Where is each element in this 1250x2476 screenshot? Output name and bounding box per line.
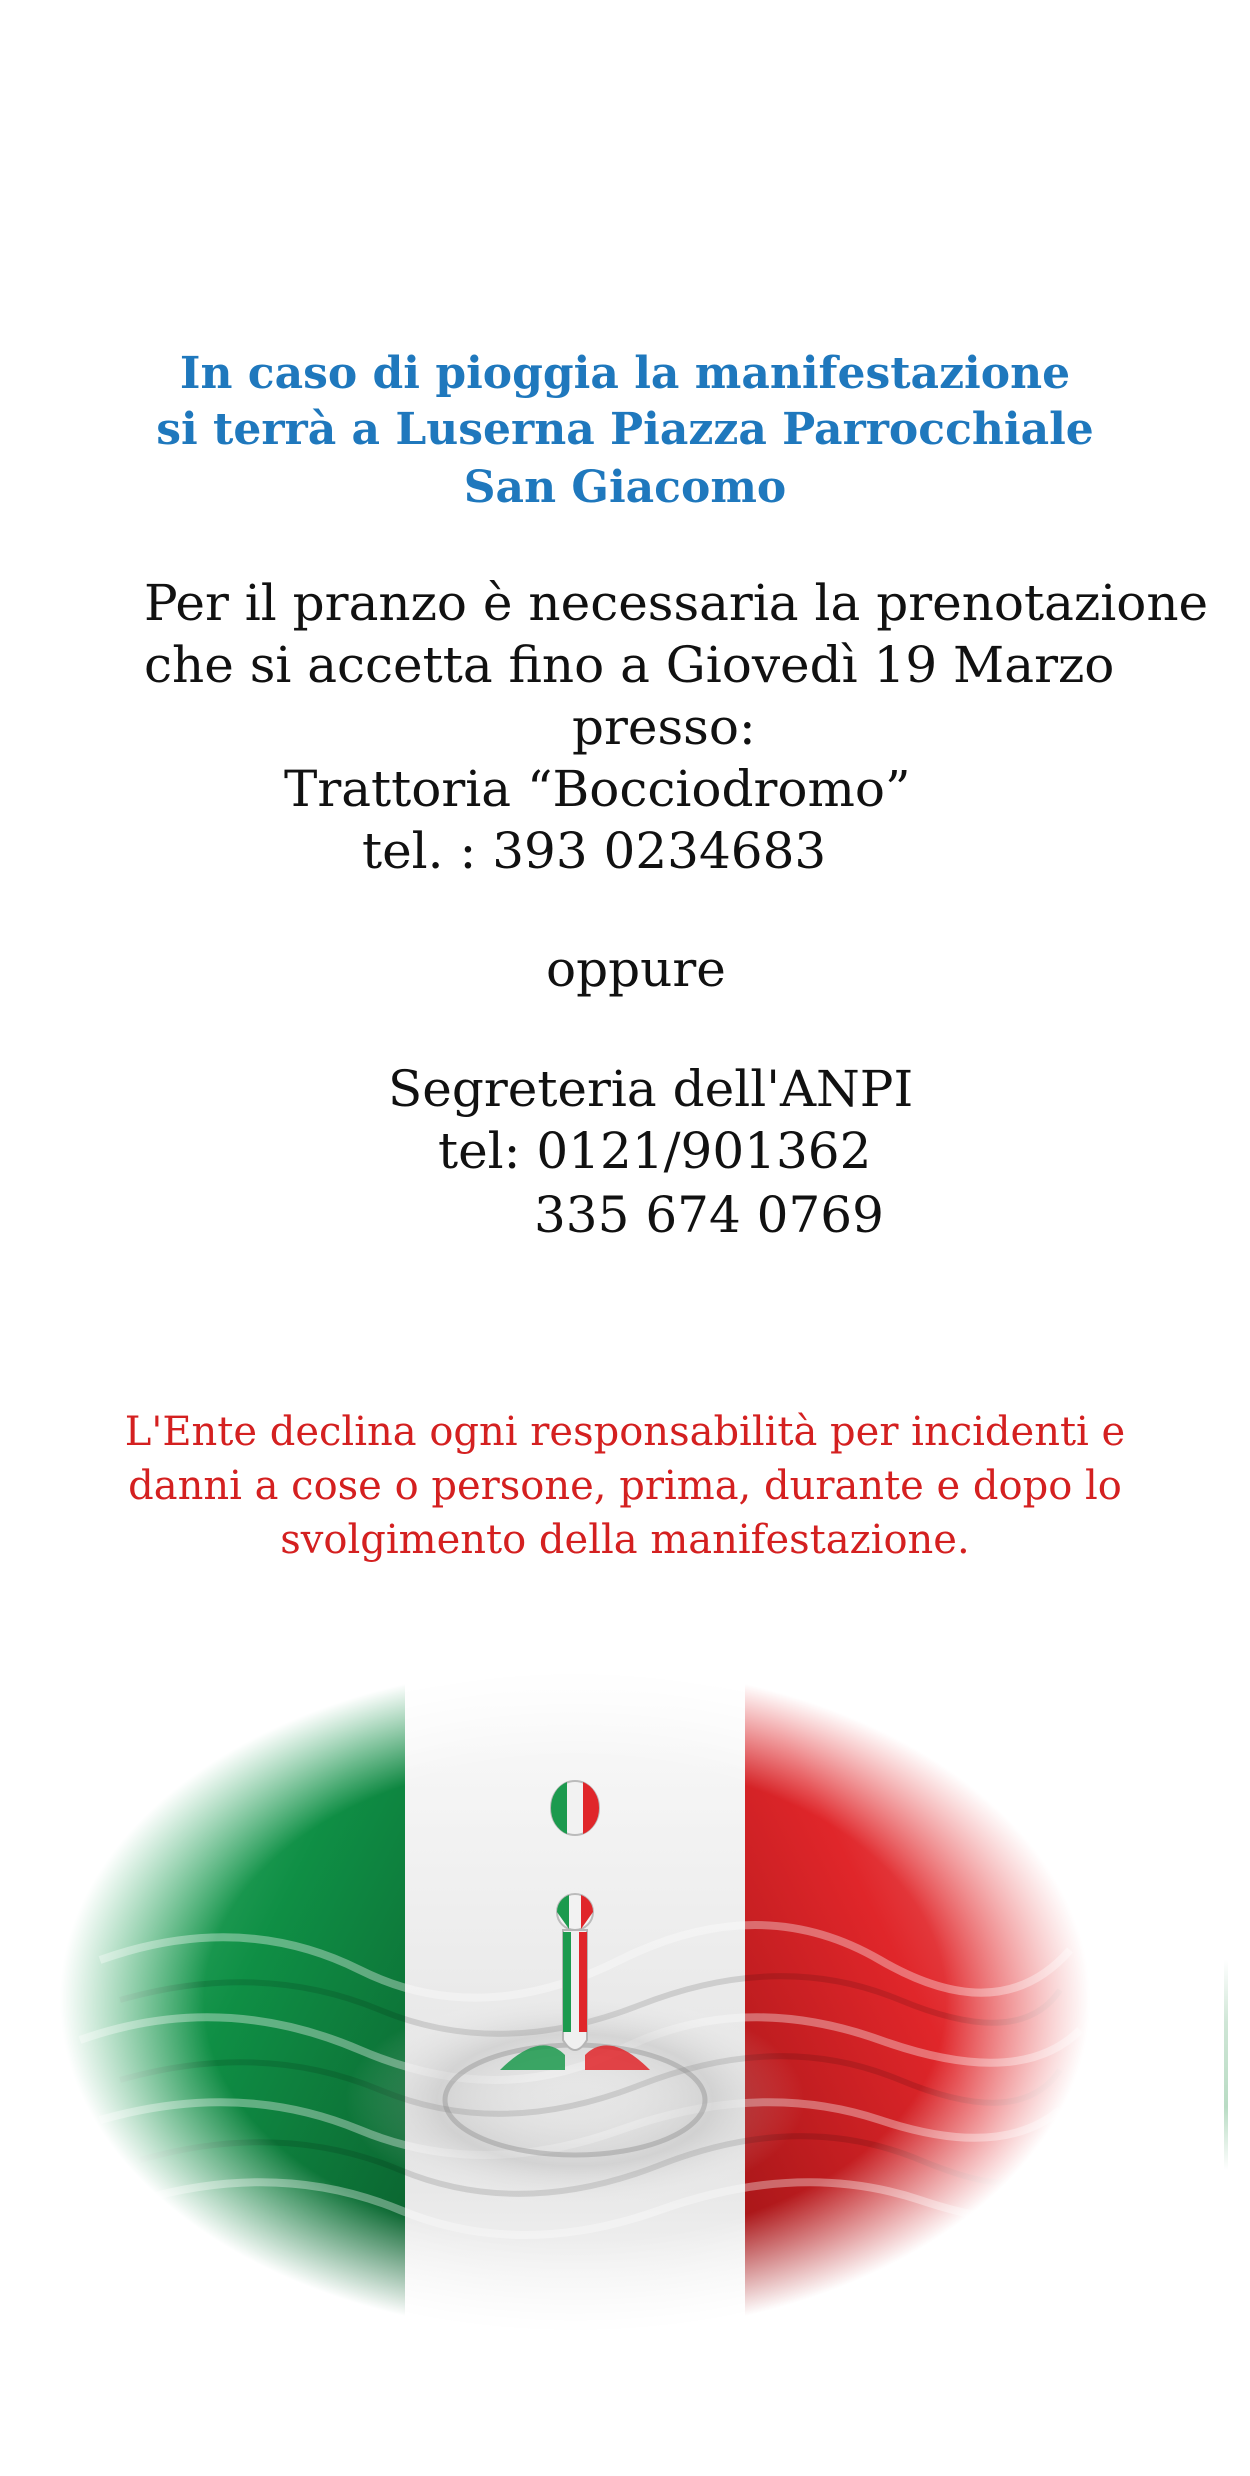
edge-divider <box>1224 1960 1228 2170</box>
oppure-text: oppure <box>546 940 726 998</box>
disclaimer-line-3: svolgimento della manifestazione. <box>280 1517 970 1563</box>
rain-notice-line-3: San Giacomo <box>463 462 787 513</box>
booking-line-2: che si accetta fino a Giovedì 19 Marzo <box>144 636 1115 694</box>
rain-notice-line-2: si terrà a Luserna Piazza Parrocchiale <box>156 404 1094 455</box>
flag-red-band <box>745 1660 1090 2340</box>
office-phone-1: tel: 0121/901362 <box>438 1122 872 1180</box>
office-phone-2: 335 674 0769 <box>534 1186 884 1244</box>
venue-name: Trattoria “Bocciodromo” <box>284 760 911 818</box>
falling-drop <box>551 1781 599 1835</box>
disclaimer-line-2: danni a cose o persone, prima, durante e dopo lo <box>128 1463 1122 1509</box>
office-name: Segreteria dell'ANPI <box>388 1060 914 1118</box>
rain-notice-line-1: In caso di pioggia la manifestazione <box>179 348 1071 399</box>
italian-flag-water-drop-image <box>60 1660 1090 2340</box>
booking-line-3: presso: <box>572 698 756 756</box>
disclaimer-line-1: L'Ente declina ogni responsabilità per incidenti e <box>124 1409 1126 1455</box>
venue-phone: tel. : 393 0234683 <box>362 822 827 880</box>
booking-line-1: Per il pranzo è necessaria la prenotazione <box>144 574 1209 632</box>
